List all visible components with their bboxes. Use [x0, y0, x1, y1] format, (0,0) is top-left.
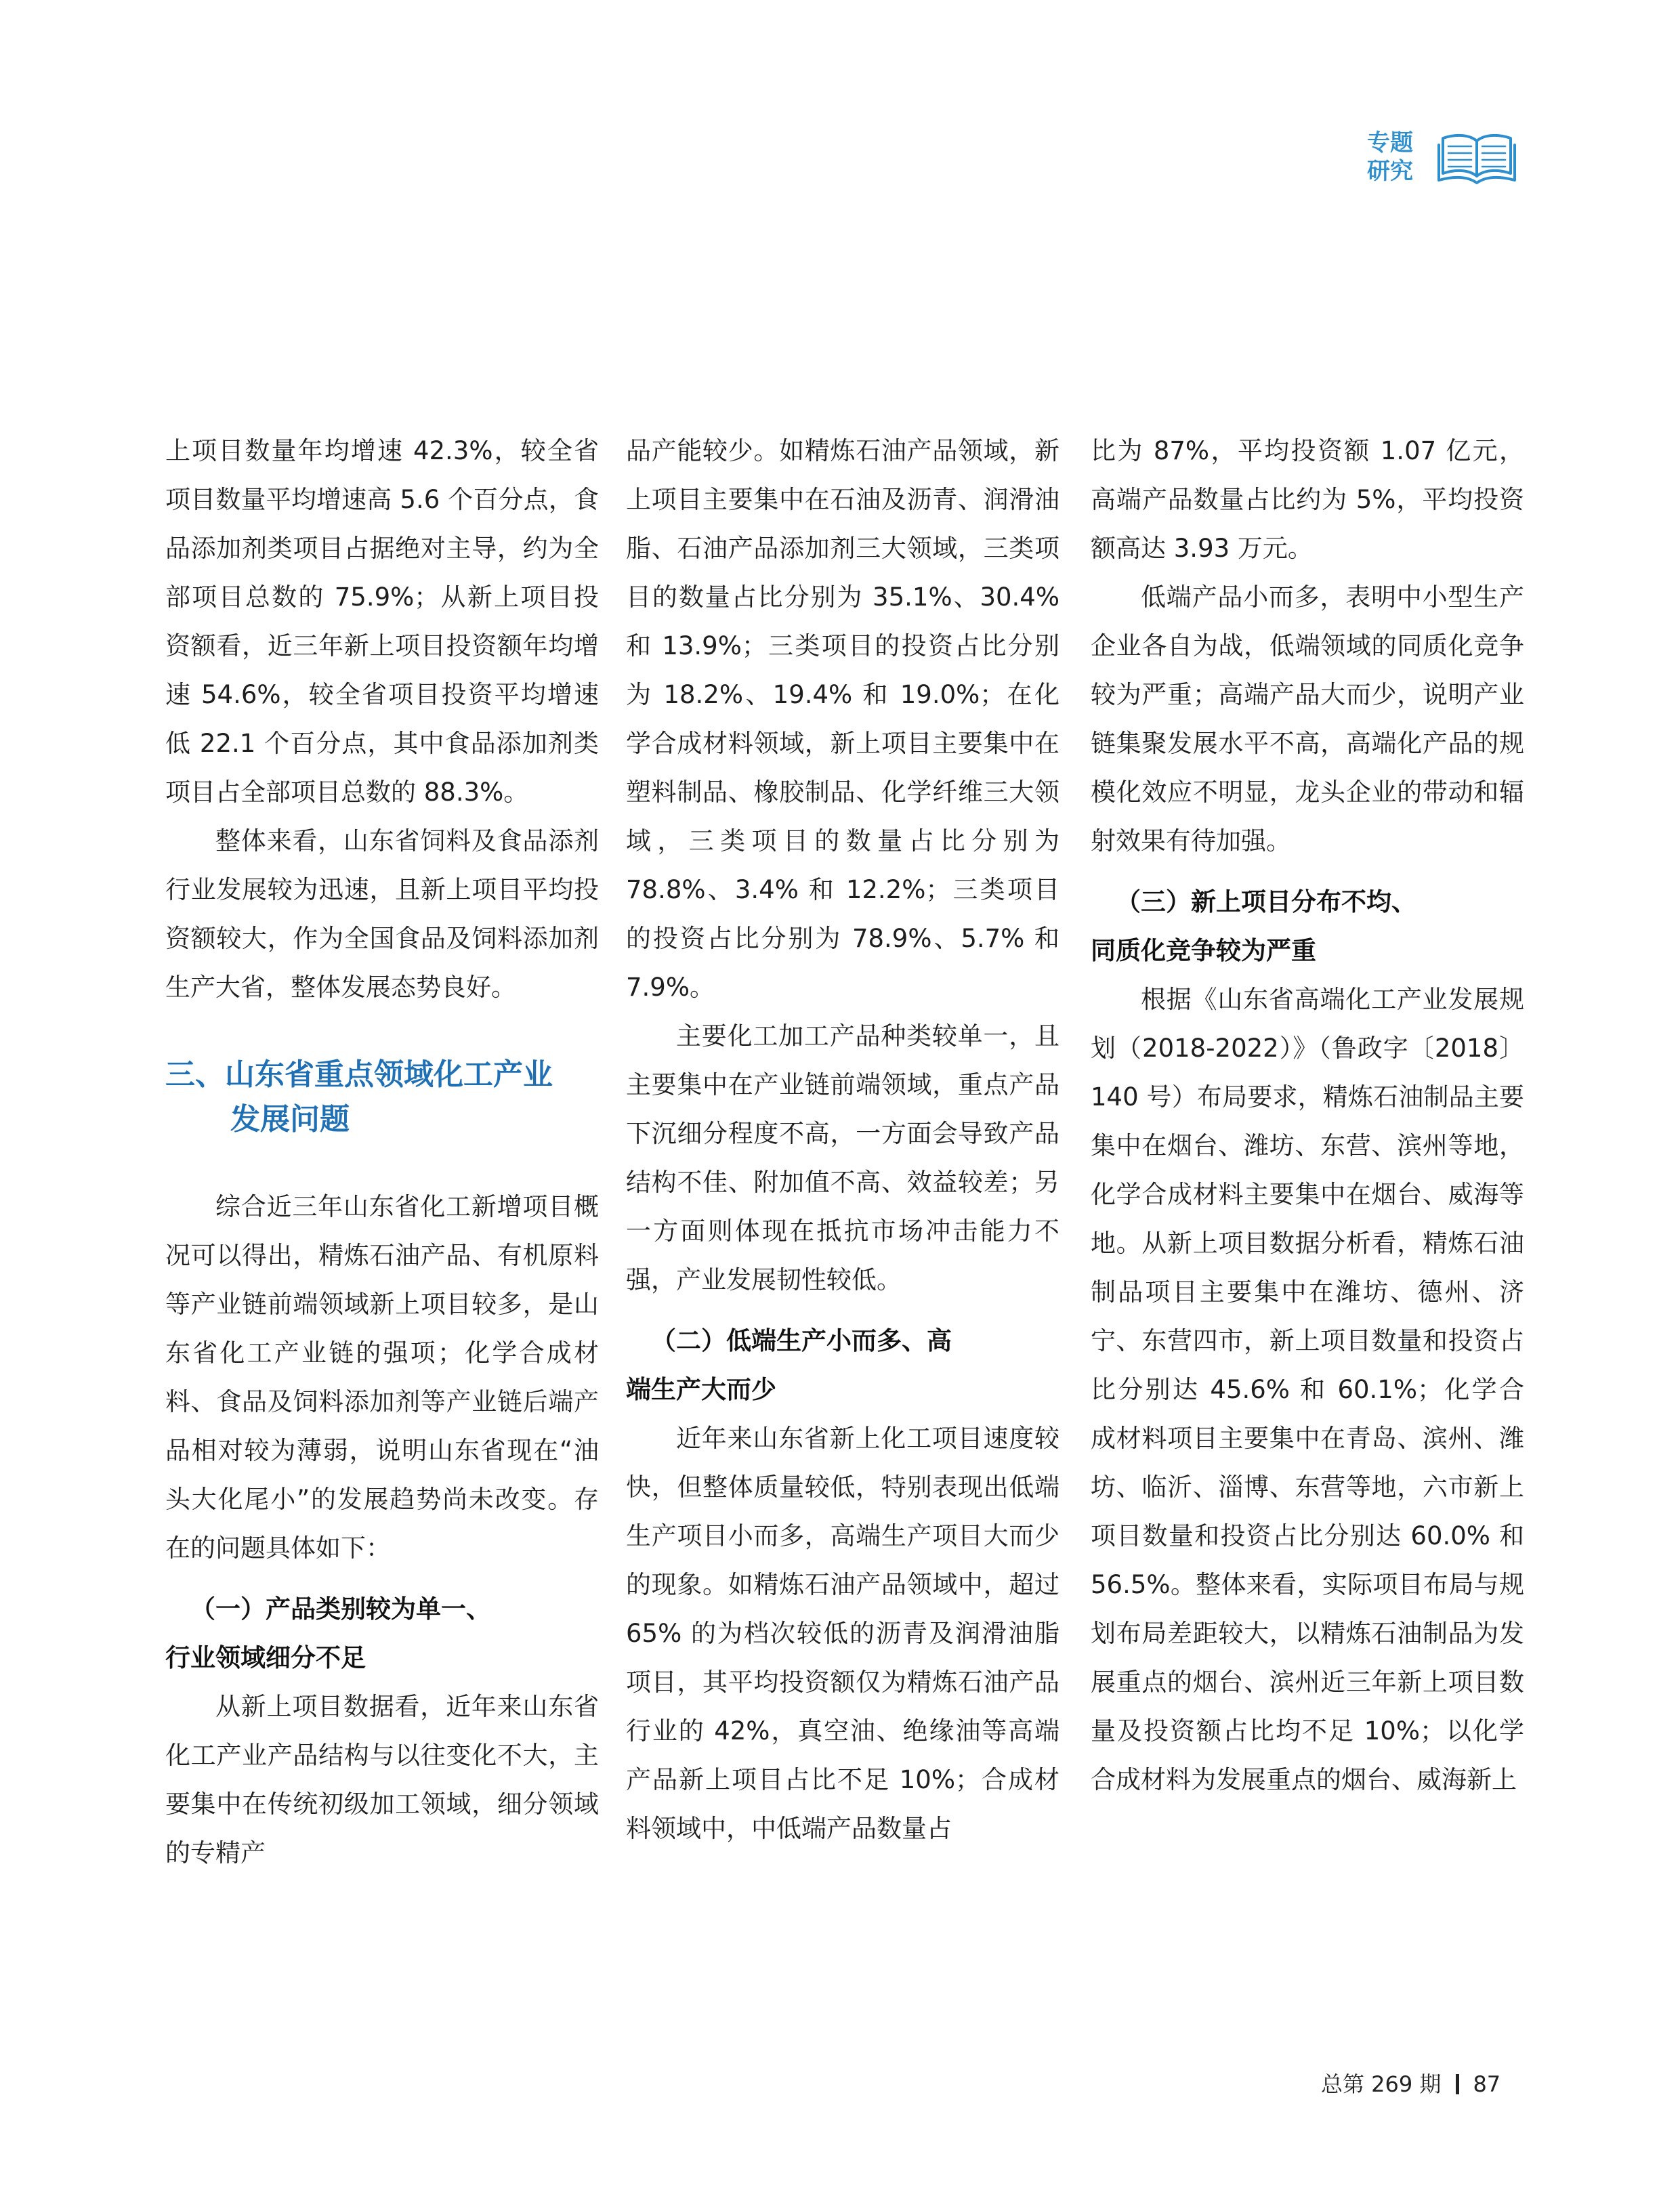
- text-column-1: [165, 427, 599, 1878]
- section-heading: [165, 1053, 599, 1142]
- subsection-heading-line2: 端生产大而少: [626, 1375, 776, 1404]
- column-tag: [1367, 129, 1516, 190]
- subsection-heading-line1: （三）新上项目分布不均、: [1116, 887, 1416, 916]
- page-footer: [1321, 2071, 1500, 2098]
- paragraph: 整体来看，山东省饲料及食品添剂行业发展较为迅速，且新上项目平均投资额较大，作为全国食品及饲料添加剂生产大省，整体发展态势良好。: [165, 826, 599, 1002]
- paragraph: 上项目数量年均增速 42.3%，较全省项目数量平均增速高 5.6 个百分点，食品添加剂类项目占据绝对主导，约为全部项目总数的 75.9%；从新上项目投资额看，近三年新上项目投资额年均增速 54.6%，较全省项目投资平均增速低 22.1 个百分点，其中食品添加剂类项目占全部项目总数的 88.3%。: [165, 436, 599, 807]
- footer-divider: [1456, 2074, 1459, 2094]
- text-column-3: [1091, 427, 1524, 1804]
- column-tag-line2: 研究: [1367, 158, 1413, 185]
- issue-number: 总第 269 期: [1321, 2071, 1442, 2097]
- section-heading-line2: 发展问题: [230, 1102, 350, 1137]
- subsection-heading: [1091, 878, 1524, 975]
- column-tag-text: [1367, 129, 1437, 186]
- subsection-heading-line1: （一）产品类别较为单一、: [190, 1594, 491, 1624]
- text-column-2: [626, 427, 1059, 1853]
- page-number: 87: [1473, 2071, 1501, 2097]
- subsection-heading: [626, 1317, 1059, 1414]
- paragraph: 根据《山东省高端化工产业发展规划（2018-2022）》（鲁政字〔2018〕140 号）布局要求，精炼石油制品主要集中在烟台、潍坊、东营、滨州等地，化学合成材料主要集中在烟台、威海等地。从新上项目数据分析看，精炼石油制品项目主要集中在潍坊、德州、济宁、东营四市，新上项目数量和投资占比分别达 45.6% 和 60.1%；化学合成材料项目主要集中在青岛、滨州、潍坊、临沂、淄博、东营等地，六市新上项目数量和投资占比分别达 60.0% 和 56.5%。整体来看，实际项目布局与规划布局差距较大，以精炼石油制品为发展重点的烟台、滨州近三年新上项目数量及投资额占比均不足 10%；以化学合成材料为发展重点的烟台、威海新上: [1091, 985, 1524, 1794]
- subsection-heading-line2: 同质化竞争较为严重: [1091, 936, 1316, 965]
- paragraph: 低端产品小而多，表明中小型生产企业各自为战，低端领域的同质化竞争较为严重；高端产品大而少，说明产业链集聚发展水平不高，高端化产品的规模化效应不明显，龙头企业的带动和辐射效果有待加强。: [1091, 583, 1524, 855]
- paragraph: 比为 87%，平均投资额 1.07 亿元，高端产品数量占比约为 5%，平均投资额高达 3.93 万元。: [1091, 436, 1524, 563]
- paragraph: 近年来山东省新上化工项目速度较快，但整体质量较低，特别表现出低端生产项目小而多，高端生产项目大而少的现象。如精炼石油产品领域中，超过 65% 的为档次较低的沥青及润滑油脂项目，其平均投资额仅为精炼石油产品行业的 42%，真空油、绝缘油等高端产品新上项目占比不足 10%；合成材料领域中，中低端产品数量占: [626, 1424, 1059, 1843]
- subsection-heading-line1: （二）低端生产小而多、高: [651, 1326, 952, 1355]
- subsection-heading: [165, 1585, 599, 1683]
- open-book-icon: [1437, 130, 1516, 187]
- paragraph: 主要化工加工产品种类较单一，且主要集中在产业链前端领域，重点产品下沉细分程度不高，一方面会导致产品结构不佳、附加值不高、效益较差；另一方面则体现在抵抗市场冲击能力不强，产业发展韧性较低。: [626, 1021, 1059, 1294]
- subsection-heading-line2: 行业领域细分不足: [165, 1643, 366, 1672]
- section-heading-line1: 三、山东省重点领域化工产业: [165, 1057, 553, 1092]
- paragraph: 品产能较少。如精炼石油产品领域，新上项目主要集中在石油及沥青、润滑油脂、石油产品添加剂三大领域，三类项目的数量占比分别为 35.1%、30.4% 和 13.9%；三类项目的投资占比分别为 18.2%、19.4% 和 19.0%；在化学合成材料领域，新上项目主要集中在塑料制品、橡胶制品、化学纤维三大领域，三类项目的数量占比分别为 78.8%、3.4% 和 12.2%；三类项目的投资占比分别为 78.9%、5.7% 和 7.9%。: [626, 436, 1059, 1002]
- column-tag-line1: 专题: [1367, 129, 1413, 156]
- paragraph: 从新上项目数据看，近年来山东省化工产业产品结构与以往变化不大，主要集中在传统初级加工领域，细分领域的专精产: [165, 1692, 599, 1867]
- paragraph: 综合近三年山东省化工新增项目概况可以得出，精炼石油产品、有机原料等产业链前端领域新上项目较多，是山东省化工产业链的强项；化学合成材料、食品及饲料添加剂等产业链后端产品相对较为薄弱，说明山东省现在“油头大化尾小”的发展趋势尚未改变。存在的问题具体如下：: [165, 1192, 599, 1563]
